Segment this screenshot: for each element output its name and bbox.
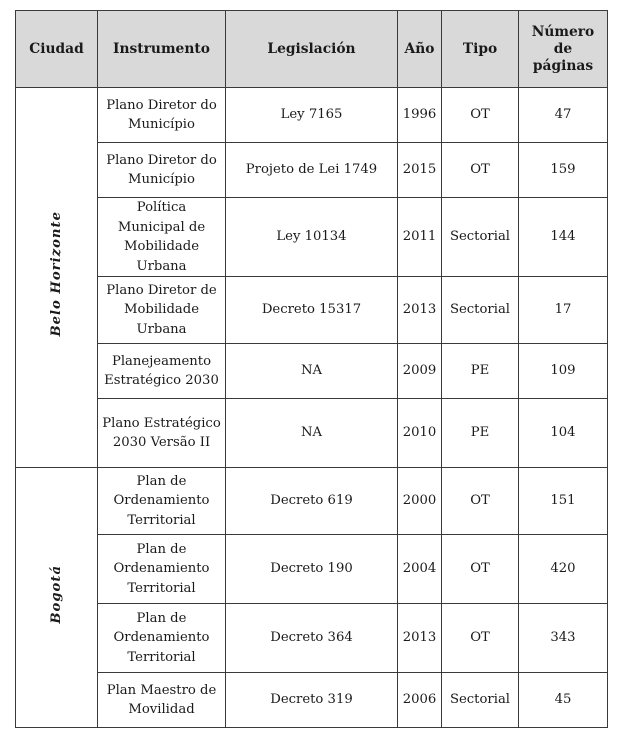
city-label: Bogotá [48, 564, 64, 624]
cell-paginas: 17 [519, 277, 608, 344]
table-header [16, 11, 608, 88]
cell-anio: 2010 [398, 399, 442, 468]
cell-anio: 2004 [398, 535, 442, 604]
city-cell-bogota [16, 468, 98, 728]
header-anio: Año [398, 11, 442, 88]
header-instrumento: Instrumento [98, 11, 226, 88]
header-tipo: Tipo [442, 11, 519, 88]
cell-tipo: Sectorial [442, 277, 519, 344]
cell-anio: 2015 [398, 143, 442, 198]
table-row [16, 88, 608, 143]
table-row [16, 198, 608, 277]
header-row [16, 11, 608, 88]
table-row [16, 535, 608, 604]
cell-anio: 2006 [398, 673, 442, 728]
table-row [16, 468, 608, 535]
cell-tipo: Sectorial [442, 673, 519, 728]
cell-anio: 2011 [398, 198, 442, 277]
cell-instrumento: Plano Diretor do Município [98, 143, 226, 198]
cell-legislacion: NA [226, 344, 398, 399]
table-row [16, 143, 608, 198]
cell-legislacion: NA [226, 399, 398, 468]
cell-tipo: PE [442, 399, 519, 468]
cell-instrumento: Plan de Ordenamiento Territorial [98, 604, 226, 673]
cell-instrumento: Plan Maestro de Movilidad [98, 673, 226, 728]
cell-instrumento: Plano Diretor de Mobilidade Urbana [98, 277, 226, 344]
cell-legislacion: Decreto 619 [226, 468, 398, 535]
cell-paginas: 159 [519, 143, 608, 198]
cell-legislacion: Decreto 190 [226, 535, 398, 604]
cell-legislacion: Decreto 364 [226, 604, 398, 673]
cell-anio: 2000 [398, 468, 442, 535]
cell-tipo: OT [442, 468, 519, 535]
cell-tipo: OT [442, 604, 519, 673]
cell-paginas: 151 [519, 468, 608, 535]
cell-anio: 1996 [398, 88, 442, 143]
cell-instrumento: Plan de Ordenamiento Territorial [98, 535, 226, 604]
cell-tipo: OT [442, 88, 519, 143]
table-row [16, 344, 608, 399]
cell-legislacion: Decreto 319 [226, 673, 398, 728]
cell-legislacion: Decreto 15317 [226, 277, 398, 344]
cell-tipo: Sectorial [442, 198, 519, 277]
table-body [16, 88, 608, 728]
cell-instrumento: Política Municipal de Mobilidade Urbana [98, 198, 226, 277]
cell-instrumento: Plano Estratégico 2030 Versão II [98, 399, 226, 468]
table-row [16, 399, 608, 468]
cell-instrumento: Planejeamento Estratégico 2030 [98, 344, 226, 399]
header-paginas: Número de páginas [519, 11, 608, 88]
cell-paginas: 144 [519, 198, 608, 277]
instruments-table [15, 10, 608, 728]
cell-instrumento: Plano Diretor do Município [98, 88, 226, 143]
table-row [16, 604, 608, 673]
header-legislacion: Legislación [226, 11, 398, 88]
cell-tipo: OT [442, 535, 519, 604]
cell-legislacion: Projeto de Lei 1749 [226, 143, 398, 198]
cell-anio: 2013 [398, 277, 442, 344]
cell-paginas: 420 [519, 535, 608, 604]
cell-anio: 2009 [398, 344, 442, 399]
cell-tipo: PE [442, 344, 519, 399]
table-row [16, 277, 608, 344]
cell-paginas: 109 [519, 344, 608, 399]
city-cell-belo-horizonte [16, 88, 98, 468]
cell-paginas: 45 [519, 673, 608, 728]
cell-paginas: 343 [519, 604, 608, 673]
cell-paginas: 47 [519, 88, 608, 143]
header-ciudad: Ciudad [16, 11, 98, 88]
cell-anio: 2013 [398, 604, 442, 673]
cell-legislacion: Ley 10134 [226, 198, 398, 277]
cell-instrumento: Plan de Ordenamiento Territorial [98, 468, 226, 535]
table-row [16, 673, 608, 728]
cell-paginas: 104 [519, 399, 608, 468]
cell-legislacion: Ley 7165 [226, 88, 398, 143]
city-label: Belo Horizonte [48, 211, 64, 337]
cell-tipo: OT [442, 143, 519, 198]
